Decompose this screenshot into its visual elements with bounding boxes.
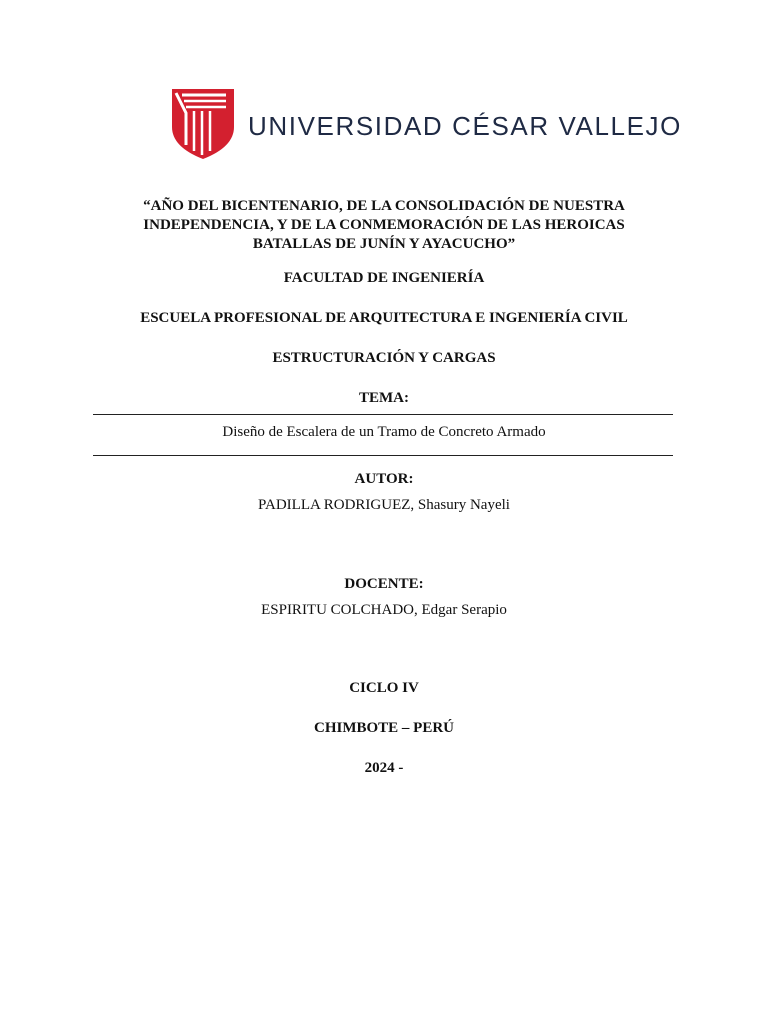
teacher-name: ESPIRITU COLCHADO, Edgar Serapio — [261, 602, 507, 618]
teacher-label: DOCENTE: — [344, 576, 424, 592]
topic-bottom-rule — [93, 455, 673, 456]
university-logo — [172, 86, 682, 160]
course-title: ESTRUCTURACIÓN Y CARGAS — [272, 350, 496, 366]
cycle-text: CICLO IV — [349, 680, 419, 696]
topic-value: Diseño de Escalera de un Tramo de Concreto Armado — [222, 424, 546, 440]
place-text: CHIMBOTE – PERÚ — [313, 720, 454, 736]
topic-top-rule — [93, 414, 673, 415]
year-motto: “AÑO DEL BICENTENARIO, DE LA CONSOLIDACIÓN DE NUESTRA INDEPENDENCIA, Y DE LA CONMEMORACIÓN DE LAS HEROICAS BATALLAS DE JUNÍN Y AYACUCHO” — [143, 198, 625, 252]
author-name: PADILLA RODRIGUEZ, Shasury Nayeli — [258, 497, 510, 513]
author-label: AUTOR: — [354, 471, 414, 487]
topic-label: TEMA: — [359, 390, 409, 406]
ucv-shield-icon — [172, 87, 234, 159]
year-text: 2024 - — [364, 760, 404, 776]
university-name: UNIVERSIDAD CÉSAR VALLEJO — [248, 111, 682, 141]
school-title: ESCUELA PROFESIONAL DE ARQUITECTURA E INGENIERÍA CIVIL — [140, 310, 628, 326]
faculty-title: FACULTAD DE INGENIERÍA — [283, 270, 485, 286]
